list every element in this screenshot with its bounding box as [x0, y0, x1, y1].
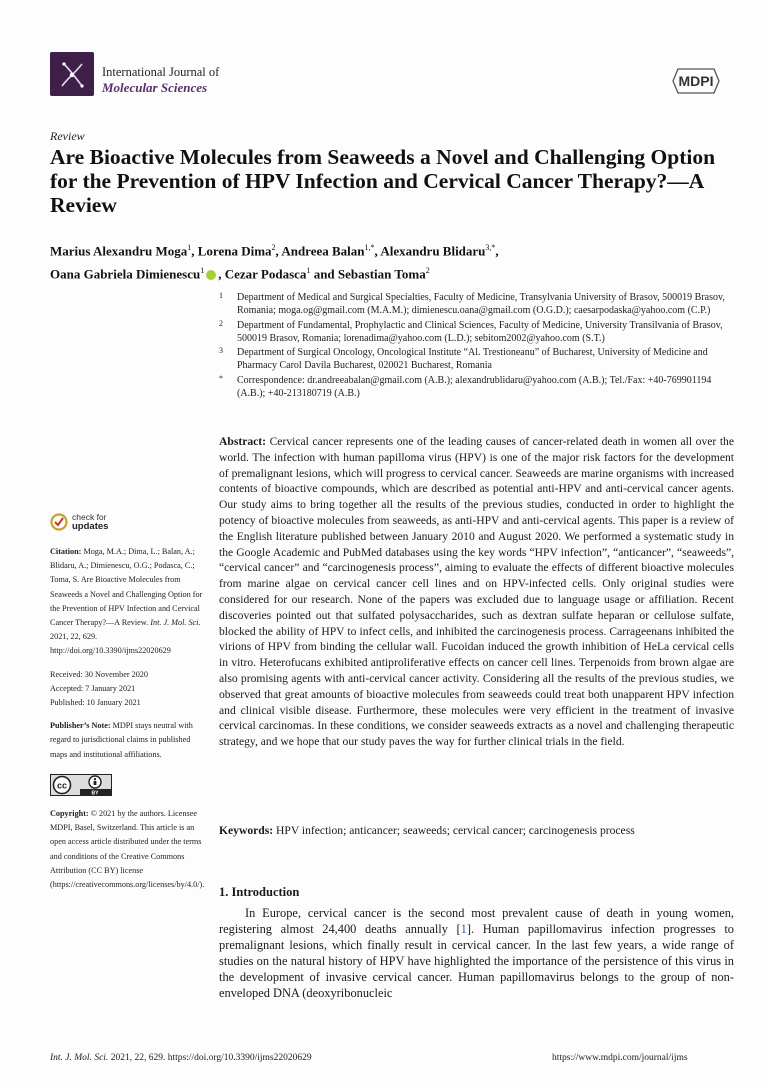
publishers-note [50, 719, 208, 762]
journal-name-line2: Molecular Sciences [102, 80, 208, 95]
citation-text: Moga, M.A.; Dima, L.; Balan, A.; Blidaru, A.; Dimienescu, O.G.; Podasca, C.; Toma, S. Are Bioactive Molecules from Seaweeds a Novel and Challenging Option for the Prevention of HPV Infection and Cervical Cancer Therapy?—A Review. [50, 547, 203, 628]
affiliation-mark: 2 [219, 318, 223, 328]
affiliation-item [219, 319, 734, 346]
author-name[interactable]: Andreea Balan [281, 243, 365, 259]
by-label: BY [91, 790, 99, 796]
author-name[interactable]: Lorena Dima [197, 243, 272, 259]
affiliation-item [219, 346, 734, 373]
footer-journal: Int. J. Mol. Sci. [50, 1053, 109, 1063]
mdpi-logo-text: MDPI [678, 73, 714, 89]
footer-journal-url[interactable]: https://www.mdpi.com/journal/ijms [552, 1053, 688, 1063]
citation-block [50, 545, 208, 659]
author-separator: , [374, 243, 381, 259]
publishers-note-text: MDPI stays neutral with regard to jurisdictional claims in published maps and institutional affiliations. [50, 721, 193, 759]
footer-citation [50, 1053, 312, 1063]
author-separator: , [218, 266, 225, 282]
author-name[interactable]: Marius Alexandru Moga [50, 243, 188, 259]
copyright-notice [50, 807, 208, 892]
check-updates-icon [50, 513, 68, 531]
affiliation-item [219, 291, 734, 318]
author-separator: , [191, 243, 198, 259]
keywords [219, 823, 734, 838]
citation-label: Citation: [50, 547, 82, 556]
journal-logo [50, 52, 94, 96]
author-separator: , [495, 243, 499, 259]
author-name[interactable]: Sebastian Toma [337, 266, 426, 282]
mdpi-logo[interactable] [672, 68, 720, 94]
citation-doi-link[interactable]: http://doi.org/10.3390/ijms22020629 [50, 646, 171, 656]
author-affiliation-mark: 2 [271, 243, 276, 252]
author-name[interactable]: Cezar Podasca [224, 266, 307, 282]
affiliation-mark: 3 [219, 346, 223, 356]
abstract-label: Abstract: [219, 435, 267, 448]
cc-by-license-icon[interactable] [50, 774, 112, 796]
author-affiliation-mark: 1 [187, 243, 192, 252]
affiliation-text: Correspondence: dr.andreeabalan@gmail.com (A.B.); alexandrublidaru@yahoo.com (A.B.); Tel./Fax: +40-769901194 (A.B.); +40-213180719 (A.B.) [237, 374, 712, 400]
check-for-updates-badge[interactable] [50, 512, 160, 534]
citation-journal: Int. J. Mol. Sci. [150, 618, 201, 628]
check-updates-line2: updates [72, 521, 109, 532]
author-separator: and [310, 266, 338, 282]
author-affiliation-mark: 2 [425, 266, 430, 276]
introduction-paragraph [219, 905, 734, 1001]
author-name[interactable]: Alexandru Blidaru [380, 243, 486, 259]
abstract-text: Cervical cancer represents one of the leading causes of cancer-related death in women all over the world. The infection with human papilloma virus (HPV) is one of the major risk factors for the development of premalignant lesions, which will progress to cervical cancer. Seaweeds are marine organisms with increased contents of bioactive compounds, which are described as potential anti-HPV and anti-cervical cancer agents. Our study aims to bring together all the results of the previous studies, conducted in order to highlight the potency of bioactive molecules from seaweeds, as anti-HPV and anti-cervical agents. This paper is a review of the English literature published between January 2010 and August 2020. We performed a systematic study in the Google Academic and PubMed databases using the key words “HPV infection”, “anticancer”, “seaweeds”, “cervical cancer” and “carcinogenesis process”, aiming to evaluate the effects of different bioactive molecules from marine algae on cervical cancer cell lines and on HPV-infected cells. Only original studies were considered for our research. None of the papers was excluded due to language usage or affiliation. Recent discoveries pointed out that sulfated polysaccharides, such as dextran sulfate heparan or cellulose sulfate, blocked the ability of HPV to infect cells, and inhibited the carcinogenesis process. Carrageenans inhibited the virions of HPV from binding the cellular wall. Fucoidan induced the growth inhibition of HeLa cervical cells in vitro. Heterofucans exhibited antiproliferative effects on cancer cell lines. Terpenoids from brown algae are also promising agents with anti-cervical cancer activity. Considering all the results of the previous studies, we observed that great amounts of bioactive molecules from seaweeds could treat both unapparent HPV infection and clinical visible disease. Furthermore, these molecules were very efficient in the treatment of invasive cervical carcinomas. In these conditions, we consider seaweeds extracts as a novel and challenging therapeutic strategy, and we hope that our study paves the way for further clinical trials in the field. [219, 435, 734, 749]
author-affiliation-mark: 1 [306, 266, 311, 276]
article-title: Are Bioactive Molecules from Seaweeds a Novel and Challenging Option for the Prevention of HPV Infection and Cervical Cancer Therapy?—A Review [50, 145, 716, 217]
reference-link-1[interactable]: 1 [460, 922, 467, 936]
copyright-label: Copyright: [50, 809, 89, 819]
sidebar [50, 545, 208, 892]
published-date: Published: 10 January 2021 [50, 698, 141, 708]
check-updates-line1: check for [72, 512, 107, 522]
author-affiliation-mark: 3,* [485, 243, 496, 252]
keywords-label: Keywords: [219, 824, 274, 837]
intro-text-start: In Europe, cervical cancer is the second most prevalent cause of death in young women, registering almost 24,400 deaths annually [ [219, 906, 734, 936]
copyright-text: © 2021 by the authors. Licensee MDPI, Basel, Switzerland. This article is an open access article distributed under the terms and conditions of the Creative Commons Attribution (CC BY) license (https://creativecommons.org/licenses/by/4.0/). [50, 809, 205, 890]
author-separator: , [275, 243, 282, 259]
author-affiliation-mark: 1,* [364, 243, 375, 252]
section-heading-introduction: 1. Introduction [219, 885, 300, 899]
article-type: Review [50, 129, 85, 143]
author-affiliation-mark: 1 [200, 266, 205, 276]
citation-volume: 2021, 22, 629. [50, 632, 98, 642]
affiliation-text: Department of Fundamental, Prophylactic and Clinical Sciences, Faculty of Medicine, University Transilvania of Brasov, 500019 Brasov, Romania; lorenadima@yahoo.com (L.D.); sebitom2002@yahoo.com (S.T.) [237, 319, 723, 344]
journal-name-line1: International Journal of [102, 65, 220, 79]
author-list [50, 238, 730, 285]
orcid-icon[interactable] [206, 270, 216, 280]
cc-label: cc [56, 780, 68, 791]
affiliation-item [219, 374, 734, 401]
abstract [219, 434, 734, 750]
publishers-note-label: Publisher’s Note: [50, 721, 111, 731]
affiliations [219, 291, 734, 401]
keywords-text: HPV infection; anticancer; seaweeds; cervical cancer; carcinogenesis process [276, 824, 635, 837]
affiliation-text: Department of Surgical Oncology, Oncological Institute “Al. Trestioneanu” of Bucharest, University of Medicine and Pharmacy Carol Davila Bucharest, 020021 Bucharest, Romania [237, 347, 708, 372]
affiliation-mark: 1 [219, 291, 223, 300]
affiliation-mark: * [219, 373, 223, 383]
accepted-date: Accepted: 7 January 2021 [50, 683, 136, 693]
author-name[interactable]: Oana Gabriela Dimienescu [50, 266, 201, 282]
intro-text-end: ]. Human papillomavirus infection progresses to premalignant lesions, which finally result in cervical cancer. In the last few years, a wide range of studies on the natural history of HPV have highlighted the importance of the persistence of this virus in the development of invasive cervical cancer. Human papillomavirus belongs to the group of non-enveloped DNA (deoxyribonucleic [219, 922, 734, 1000]
received-date: Received: 30 November 2020 [50, 669, 148, 679]
footer-info: 2021, 22, 629. https://doi.org/10.3390/ijms22020629 [110, 1053, 312, 1063]
affiliation-text: Department of Medical and Surgical Specialties, Faculty of Medicine, Transylvania University of Brasov, 500019 Brasov, Romania; moga.og@gmail.com (M.A.M.); dimienescu.oana@gmail.com (O.G.D.); caesarpodaska@yahoo.com (C.P.) [237, 292, 725, 317]
journal-name [102, 64, 219, 96]
